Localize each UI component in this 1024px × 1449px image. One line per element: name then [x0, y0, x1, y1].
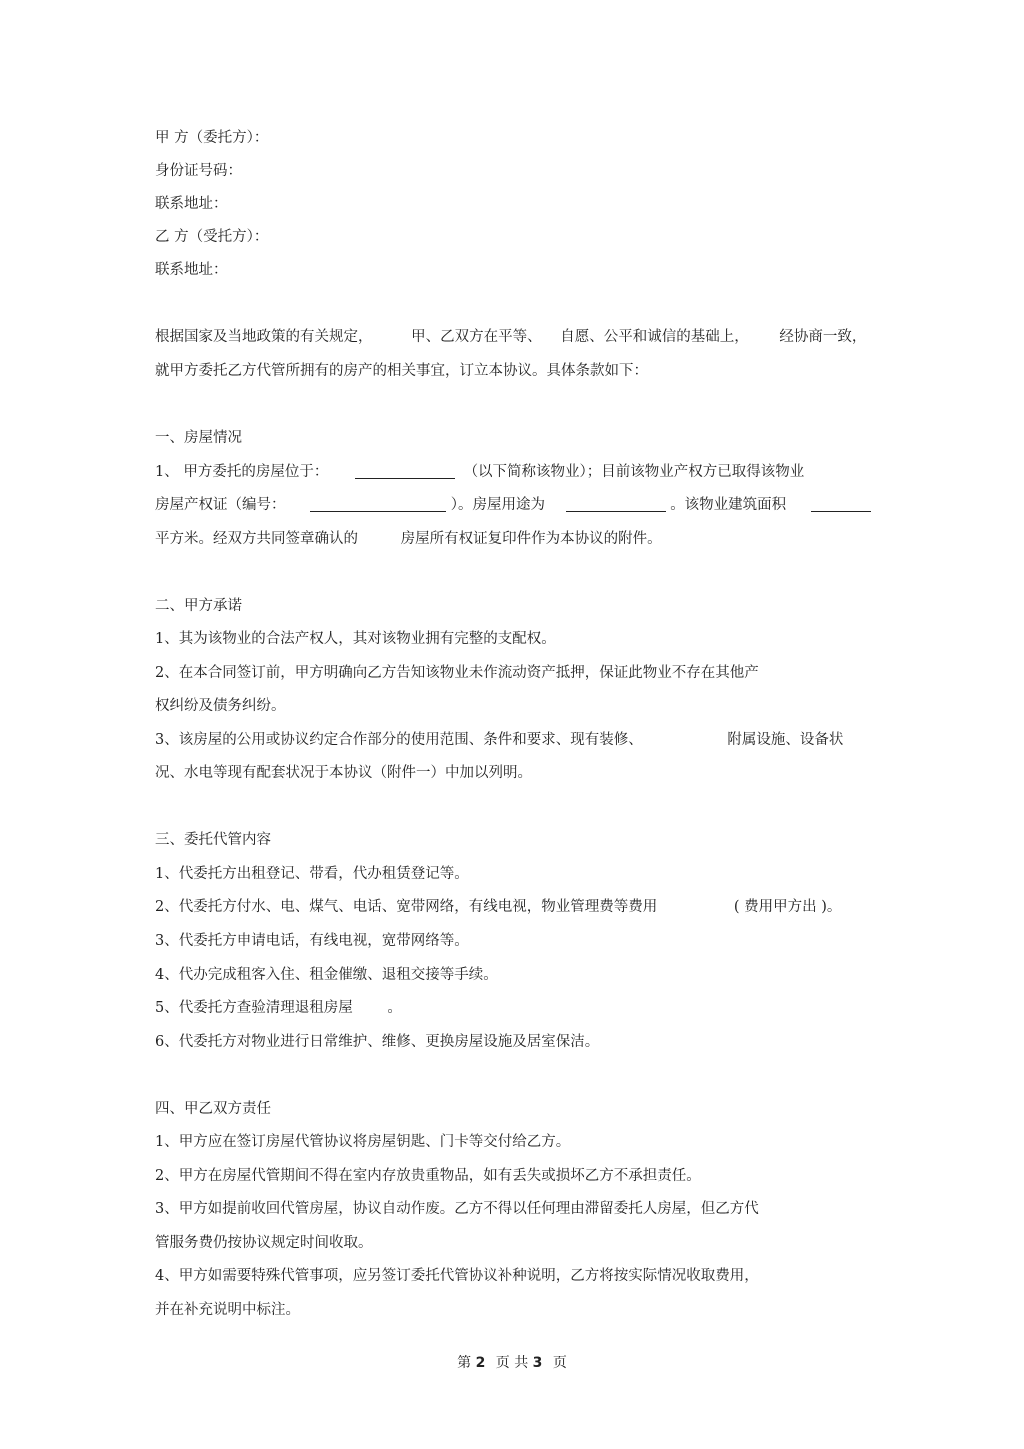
party-a-label: 甲 方（委托方）： — [155, 130, 269, 146]
certificate-number-blank — [310, 496, 446, 512]
section-4-item-2: 2、甲方在房屋代管期间不得在室内存放贵重物品，如有丢失或损坏乙方不承担责任。 — [155, 1168, 701, 1184]
intro-text: 经协商一致， — [779, 329, 867, 345]
section-3-item-1: 1、代委托方出租登记、带看，代办租赁登记等。 — [155, 866, 469, 882]
section-1-line-2 — [155, 495, 871, 515]
section-4-item-3a: 3、甲方如提前收回代管房屋，协议自动作废。乙方不得以任何理由滞留委托人房屋，但乙方代 — [155, 1201, 759, 1217]
section-2-item-2b: 权纠纷及债务纠纷。 — [155, 698, 286, 714]
clause-text: 5、代委托方查验清理退租房屋 — [155, 1000, 353, 1016]
usage-blank — [566, 496, 666, 512]
page-footer — [0, 1352, 1024, 1372]
section-1-heading: 一、房屋情况 — [155, 430, 242, 446]
footer-prefix: 第 — [457, 1355, 472, 1371]
section-1-line-1 — [155, 462, 804, 482]
clause-text: （以下简称该物业）；目前该物业产权方已取得该物业 — [463, 464, 805, 480]
address-b-label: 联系地址： — [155, 262, 228, 278]
footer-suffix: 页 — [552, 1355, 567, 1371]
intro-line-2: 就甲方委托乙方代管所拥有的房产的相关事宜，订立本协议。具体条款如下： — [155, 363, 648, 379]
current-page-number: 2 — [475, 1355, 486, 1371]
section-3-item-4: 4、代办完成租客入住、租金催缴、退租交接等手续。 — [155, 967, 498, 983]
section-2-item-2a: 2、在本合同签订前，甲方明确向乙方告知该物业未作流动资产抵押，保证此物业不存在其他产 — [155, 665, 759, 681]
clause-text: 。该物业建筑面积 — [670, 497, 787, 513]
clause-text: ）。房屋用途为 — [450, 497, 545, 513]
intro-text: 自愿、公平和诚信的基础上， — [560, 329, 749, 345]
section-3-item-2 — [155, 897, 841, 917]
total-page-number: 3 — [532, 1355, 543, 1371]
clause-text: 附属设施、设备状 — [727, 732, 844, 748]
location-blank — [355, 463, 455, 479]
section-3-heading: 三、委托代管内容 — [155, 832, 271, 848]
section-3-item-3: 3、代委托方申请电话，有线电视，宽带网络等。 — [155, 933, 469, 949]
section-4-item-4b: 并在补充说明中标注。 — [155, 1302, 300, 1318]
area-blank — [811, 496, 871, 512]
footer-mid: 页 共 — [495, 1355, 529, 1371]
section-3-item-5 — [155, 998, 402, 1018]
clause-text: 房屋所有权证复印件作为本协议的附件。 — [400, 531, 662, 547]
clause-text: 2、代委托方付水、电、煤气、电话、宽带网络，有线电视，物业管理费等费用 — [155, 899, 658, 915]
section-1-line-3 — [155, 529, 662, 549]
section-2-heading: 二、甲方承诺 — [155, 598, 242, 614]
section-3-item-6: 6、代委托方对物业进行日常维护、维修、更换房屋设施及居室保洁。 — [155, 1034, 600, 1050]
address-a-label: 联系地址： — [155, 196, 228, 212]
intro-line-1 — [155, 327, 866, 347]
section-4-heading: 四、甲乙双方责任 — [155, 1101, 271, 1117]
clause-text: 3、该房屋的公用或协议约定合作部分的使用范围、条件和要求、现有装修、 — [155, 732, 643, 748]
section-4-item-4a: 4、甲方如需要特殊代管事项，应另签订委托代管协议补种说明，乙方将按实际情况收取费用， — [155, 1268, 759, 1284]
section-4-item-1: 1、甲方应在签订房屋代管协议将房屋钥匙、门卡等交付给乙方。 — [155, 1134, 571, 1150]
section-2-item-1: 1、其为该物业的合法产权人，其对该物业拥有完整的支配权。 — [155, 631, 556, 647]
clause-text: 平方米。经双方共同签章确认的 — [155, 531, 358, 547]
clause-text: 。 — [387, 1000, 402, 1016]
intro-text: 根据国家及当地政策的有关规定， — [155, 329, 373, 345]
section-2-item-3b: 况、水电等现有配套状况于本协议（附件一）中加以列明。 — [155, 765, 532, 781]
id-number-label: 身份证号码： — [155, 163, 242, 179]
party-b-label: 乙 方（受托方）： — [155, 229, 269, 245]
intro-text: 甲、乙双方在平等、 — [411, 329, 542, 345]
section-4-item-3b: 管服务费仍按协议规定时间收取。 — [155, 1235, 373, 1251]
clause-text: 1、 甲方委托的房屋位于： — [155, 464, 329, 480]
section-2-item-3a — [155, 730, 843, 750]
clause-text: ( 费用甲方出 )。 — [733, 899, 842, 915]
clause-text: 房屋产权证（编号： — [155, 497, 286, 513]
